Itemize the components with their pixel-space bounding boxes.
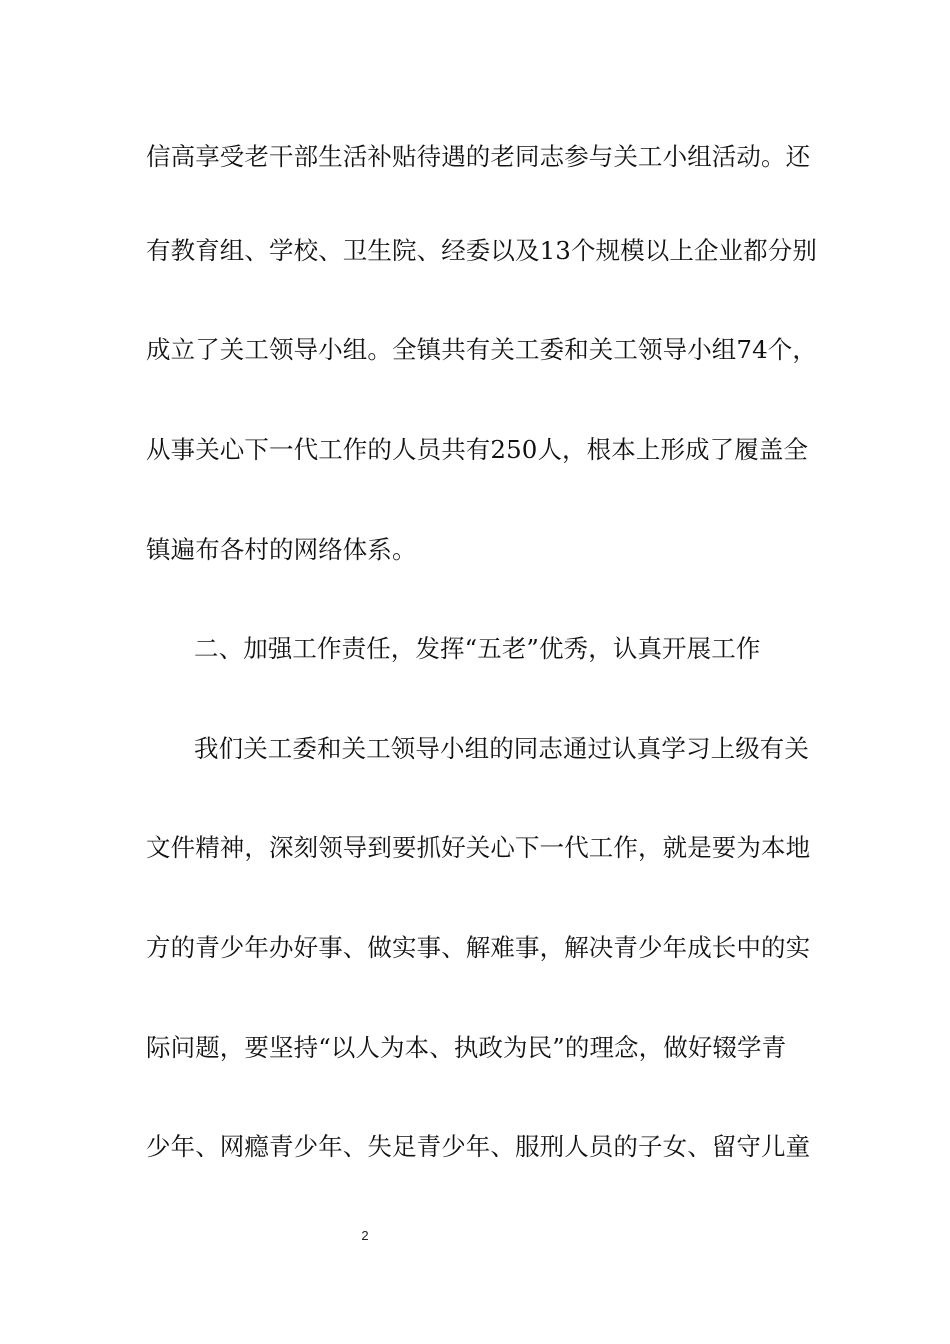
- text-line-8: 文件精神，深刻领导到要抓好关心下一代工作，就是要为本地: [146, 833, 811, 862]
- paragraph-first-line: 我们关工委和关工领导小组的同志通过认真学习上级有关: [194, 734, 809, 763]
- text-line-1: 信高享受老干部生活补贴待遇的老同志参与关工小组活动。还: [146, 142, 811, 171]
- text-line-11: 少年、网瘾青少年、失足青少年、服刑人员的子女、留守儿童: [146, 1132, 811, 1161]
- text-line-10: 际问题，要坚持“以人为本、执政为民”的理念，做好辍学青: [146, 1033, 787, 1062]
- text-line-5: 镇遍布各村的网络体系。: [146, 535, 417, 564]
- text-line-3: 成立了关工领导小组。全镇共有关工委和关工领导小组74个，: [146, 335, 817, 364]
- page-number: 2: [361, 1228, 369, 1243]
- text-line-2: 有教育组、学校、卫生院、经委以及13个规模以上企业都分别: [146, 236, 817, 265]
- text-line-4: 从事关心下一代工作的人员共有250人，根本上形成了履盖全: [146, 435, 809, 464]
- text-line-9: 方的青少年办好事、做实事、解难事，解决青少年成长中的实: [146, 933, 811, 962]
- section-heading: 二、加强工作责任，发挥“五老”优秀，认真开展工作: [194, 634, 761, 663]
